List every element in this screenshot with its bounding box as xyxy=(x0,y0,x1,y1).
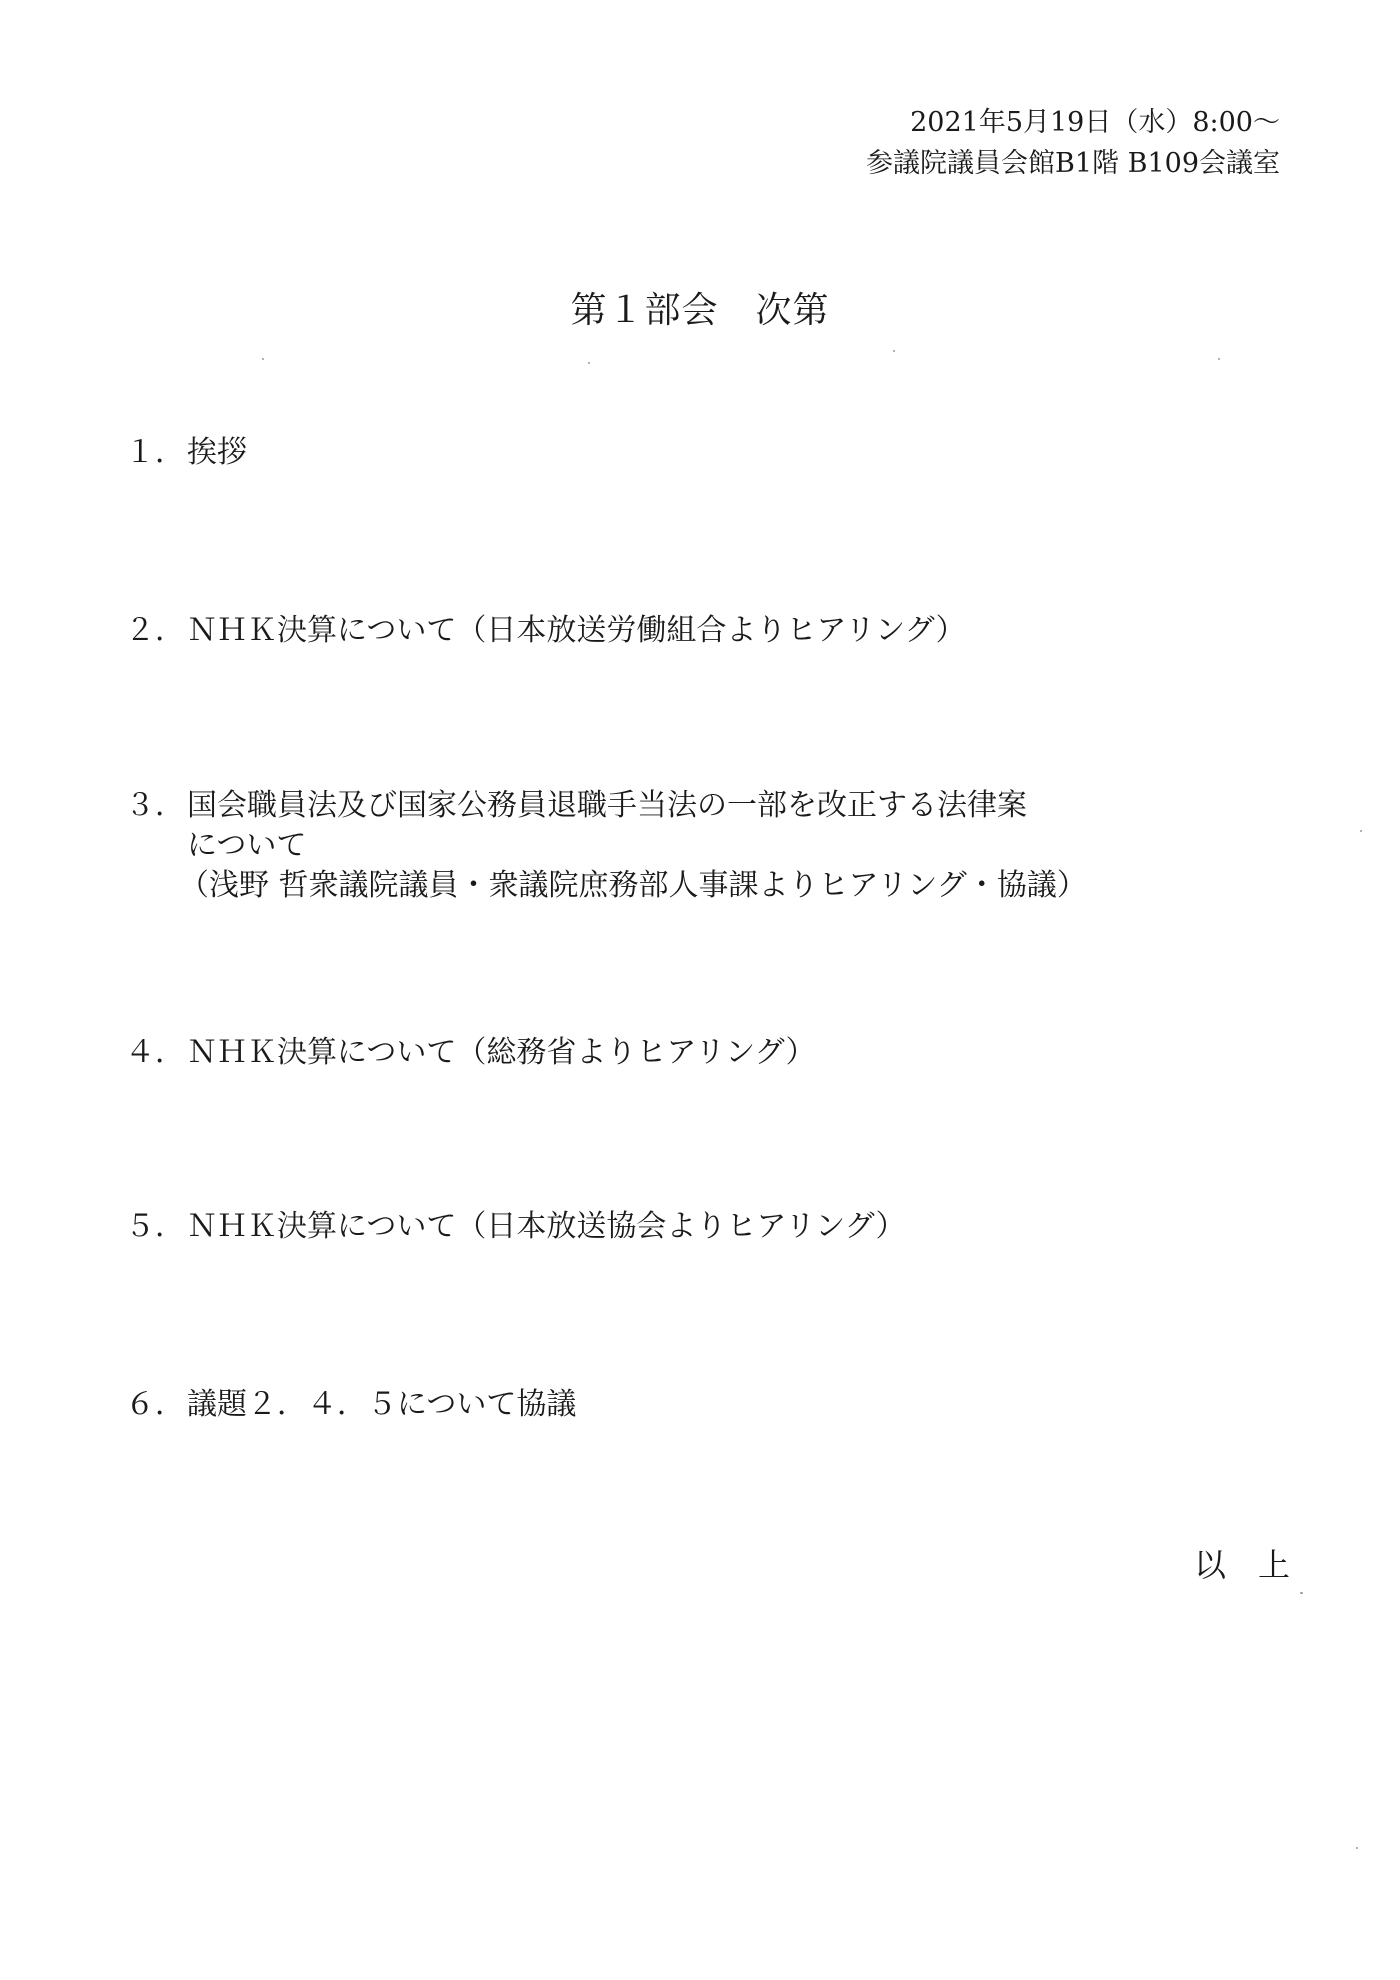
agenda-item-4 xyxy=(125,1033,816,1073)
agenda-item-5 xyxy=(125,1207,906,1247)
agenda-item-number: １． xyxy=(125,435,185,470)
agenda-item-3 xyxy=(125,786,1087,906)
closing-mark: 以 上 xyxy=(1193,1546,1290,1584)
agenda-item-note: （浅野 哲衆議院議員・衆議院庶務部人事課よりヒアリング・協議） xyxy=(179,868,1087,903)
agenda-item-text: 国会職員法及び国家公務員退職手当法の一部を改正する法律案 xyxy=(187,788,1027,823)
scan-speck xyxy=(1356,1847,1358,1849)
agenda-item-text: 挨拶 xyxy=(187,435,247,470)
meeting-date-time: 2021年5月19日（水）8:00～ xyxy=(910,107,1280,138)
scan-speck xyxy=(1218,358,1220,360)
meeting-header xyxy=(866,102,1280,184)
agenda-item-number: ４． xyxy=(125,1035,185,1070)
document-title: 第１部会 次第 xyxy=(570,290,830,331)
agenda-item-2 xyxy=(125,611,966,651)
agenda-item-text: 議題２．４．５について協議 xyxy=(187,1387,577,1422)
agenda-item-text: ＮＨＫ決算について（日本放送協会よりヒアリング） xyxy=(187,1209,906,1244)
agenda-item-text: ＮＨＫ決算について（総務省よりヒアリング） xyxy=(187,1035,816,1070)
scan-speck xyxy=(1360,830,1362,832)
agenda-item-number: ２． xyxy=(125,613,185,648)
agenda-item-6 xyxy=(125,1385,576,1425)
meeting-location: 参議院議員会館B1階 B109会議室 xyxy=(866,148,1280,179)
scan-speck xyxy=(893,350,895,352)
agenda-item-1 xyxy=(125,433,247,473)
agenda-item-number: ５． xyxy=(125,1209,185,1244)
scan-speck xyxy=(262,358,264,360)
agenda-item-text: ＮＨＫ決算について（日本放送労働組合よりヒアリング） xyxy=(187,613,966,648)
agenda-item-number: ６． xyxy=(125,1387,185,1422)
scan-speck xyxy=(588,362,590,364)
agenda-item-text-continued: について xyxy=(187,828,307,863)
agenda-item-number: ３． xyxy=(125,788,185,823)
scan-speck xyxy=(1300,1592,1303,1594)
